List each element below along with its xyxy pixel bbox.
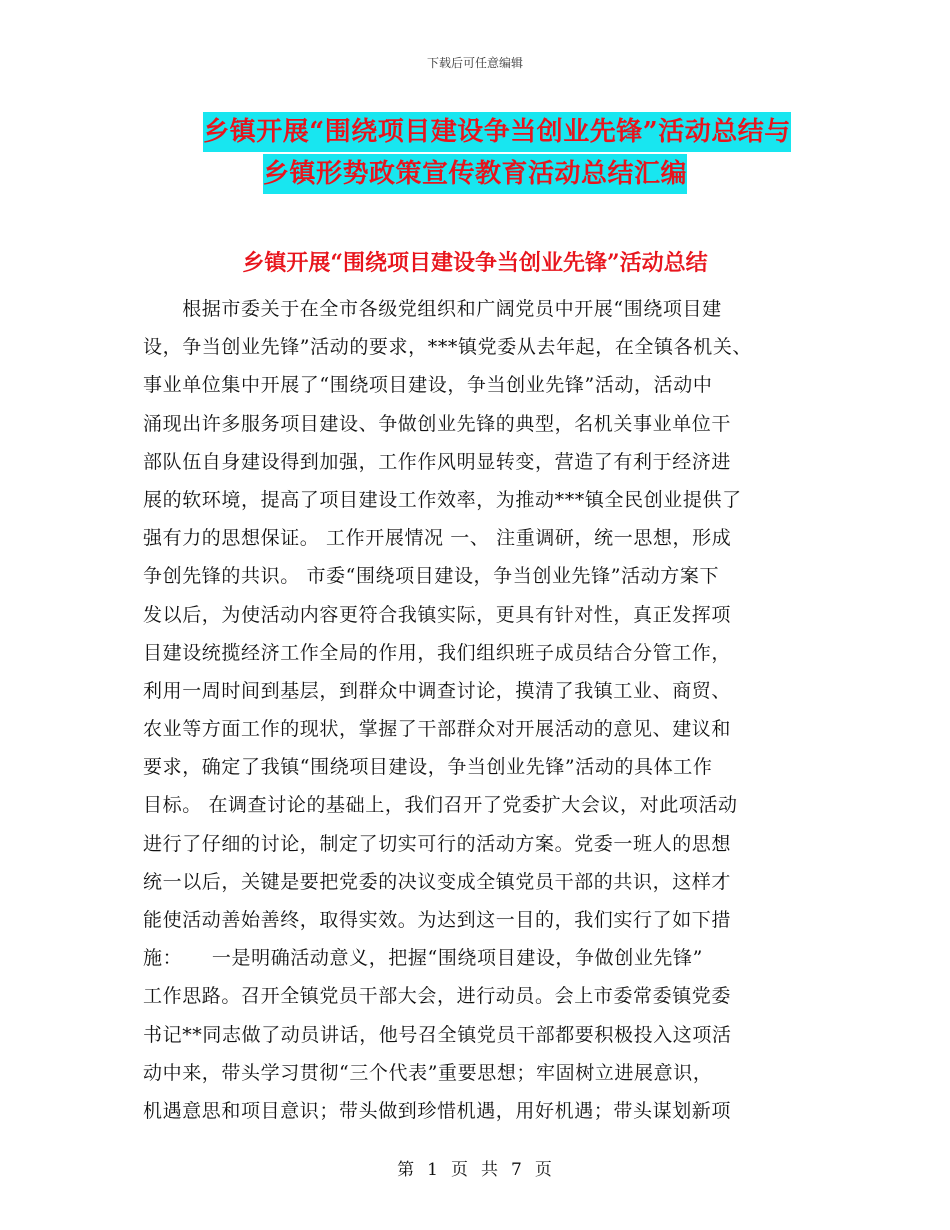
body-line: 目建设统揽经济工作全局的作用，我们组织班子成员结合分管工作， bbox=[143, 641, 732, 664]
body-line: 部队伍自身建设得到加强，工作作风明显转变，营造了有利于经济进 bbox=[143, 450, 732, 473]
body-text bbox=[143, 290, 807, 1130]
body-line: 利用一周时间到基层，到群众中调查讨论，摸清了我镇工业、商贸、 bbox=[143, 679, 732, 702]
footer-prefix: 第 bbox=[397, 1160, 416, 1180]
body-line: 展的软环境，提高了项目建设工作效率，为推动***镇全民创业提供了 bbox=[143, 488, 742, 511]
body-line: 根据市委关于在全市各级党组织和广阔党员中开展“围绕项目建 bbox=[143, 298, 722, 320]
body-line: 进行了仔细的讨论，制定了切实可行的活动方案。党委一班人的思想 bbox=[143, 832, 732, 855]
section-subtitle: 乡镇开展“围绕项目建设争当创业先锋”活动总结 bbox=[242, 250, 708, 276]
title-line-2: 乡镇形势政策宣传教育活动总结汇编 bbox=[263, 154, 687, 194]
body-line: 书记**同志做了动员讲话，他号召全镇党员干部都要积极投入这项活 bbox=[143, 1023, 732, 1046]
footer-page-number: 1 bbox=[427, 1160, 439, 1180]
body-line: 能使活动善始善终，取得实效。为达到这一目的，我们实行了如下措 bbox=[143, 909, 732, 931]
body-line: 发以后，为使活动内容更符合我镇实际，更具有针对性，真正发挥项 bbox=[143, 603, 732, 626]
body-line: 施： 一是明确活动意义，把握“围绕项目建设，争做创业先锋” bbox=[143, 947, 703, 970]
body-line: 设，争当创业先锋”活动的要求，***镇党委从去年起，在全镇各机关、 bbox=[143, 336, 753, 359]
body-line: 机遇意思和项目意识；带头做到珍惜机遇，用好机遇；带头谋划新项 bbox=[143, 1099, 732, 1122]
body-line: 要求，确定了我镇“围绕项目建设，争当创业先锋”活动的具体工作 bbox=[143, 756, 713, 779]
body-line: 统一以后，关键是要把党委的决议变成全镇党员干部的共识，这样才 bbox=[143, 870, 732, 893]
title-line-1: 乡镇开展“围绕项目建设争当创业先锋”活动总结与 bbox=[203, 112, 790, 152]
body-line: 农业等方面工作的现状，掌握了干部群众对开展活动的意见、建议和 bbox=[143, 718, 732, 741]
footer-suffix: 页 bbox=[534, 1160, 553, 1180]
footer-total-pages: 7 bbox=[511, 1160, 523, 1180]
body-line: 争创先锋的共识。 市委“围绕项目建设，争当创业先锋”活动方案下 bbox=[143, 565, 720, 588]
body-line: 涌现出许多服务项目建设、争做创业先锋的典型，名机关事业单位干 bbox=[143, 412, 732, 435]
header-note: 下载后可任意编辑 bbox=[426, 56, 523, 70]
page-footer bbox=[0, 1155, 950, 1180]
body-line: 动中来，带头学习贯彻“三个代表”重要思想；牢固树立进展意识， bbox=[143, 1061, 713, 1084]
document-title bbox=[0, 112, 950, 194]
body-line: 目标。 在调查讨论的基础上，我们召开了党委扩大会议，对此项活动 bbox=[143, 794, 738, 817]
body-line: 强有力的思想保证。 工作开展情况 一、 注重调研，统一思想，形成 bbox=[143, 527, 732, 550]
footer-total-label: 共 bbox=[481, 1160, 499, 1180]
footer-page-label: 页 bbox=[451, 1160, 469, 1180]
body-line: 事业单位集中开展了“围绕项目建设，争当创业先锋”活动，活动中 bbox=[143, 374, 713, 397]
body-line: 工作思路。召开全镇党员干部大会，进行动员。会上市委常委镇党委 bbox=[143, 985, 732, 1008]
